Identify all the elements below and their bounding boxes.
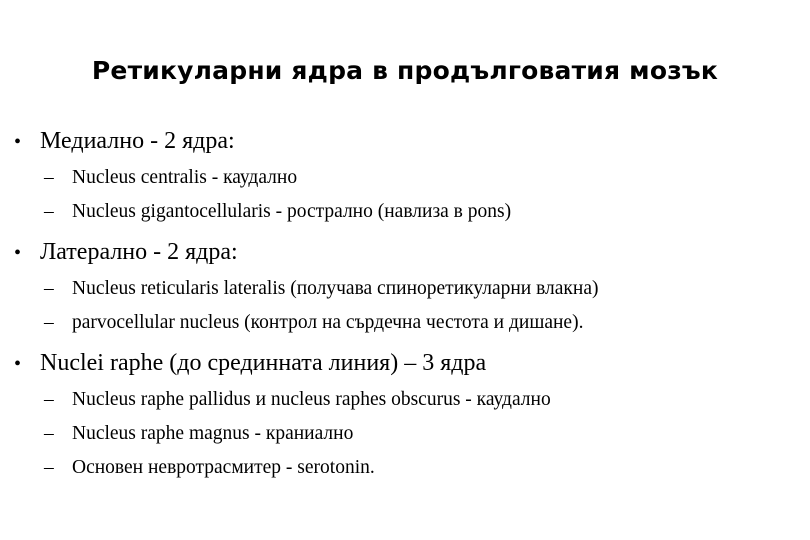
list-item — [44, 306, 804, 340]
slide-title: Ретикуларни ядра в продълговатия мозък — [91, 56, 719, 85]
list-item-text: Nucleus raphe magnus - краниално — [72, 423, 354, 444]
bullet-heading: Латерално - 2 ядра: — [40, 239, 238, 265]
list-item-text: Nucleus gigantocellularis - рострално (навлиза в pons) — [72, 201, 512, 222]
list-item — [44, 383, 804, 417]
list-item-text: Nucleus raphe pallidus и nucleus raphes obscurus - каудално — [72, 389, 551, 410]
bullet-heading: Nuclei raphe (до срединната линия) – 3 ядра — [40, 350, 487, 376]
dash-icon: – — [44, 278, 54, 299]
list-item — [44, 161, 804, 195]
dash-icon: – — [44, 423, 54, 444]
list-item-text: Nucleus centralis - каудално — [72, 167, 298, 188]
dash-icon: – — [44, 312, 54, 333]
list-item — [44, 272, 804, 306]
bullet-icon: • — [14, 242, 22, 264]
list-item-text: parvocellular nucleus (контрол на сърдечна честота и дишане). — [72, 312, 584, 333]
sublist-medial — [44, 161, 804, 229]
bullet-heading: Медиално - 2 ядра: — [40, 128, 235, 154]
dash-icon: – — [44, 457, 54, 478]
dash-icon: – — [44, 167, 54, 188]
bullet-raphe — [14, 350, 804, 377]
bullet-icon: • — [14, 353, 22, 375]
list-item-text: Nucleus reticularis lateralis (получава спиноретикуларни влакна) — [72, 278, 599, 299]
list-item — [44, 451, 804, 485]
sublist-raphe — [44, 383, 804, 485]
dash-icon: – — [44, 389, 54, 410]
dash-icon: – — [44, 201, 54, 222]
list-item — [44, 417, 804, 451]
bullet-medial — [14, 128, 804, 155]
bullet-icon: • — [14, 131, 22, 153]
list-item-text: Основен невротрасмитер - serotonin. — [72, 457, 375, 478]
bullet-lateral — [14, 239, 804, 266]
slide-content — [14, 128, 804, 485]
sublist-lateral — [44, 272, 804, 340]
list-item — [44, 195, 804, 229]
